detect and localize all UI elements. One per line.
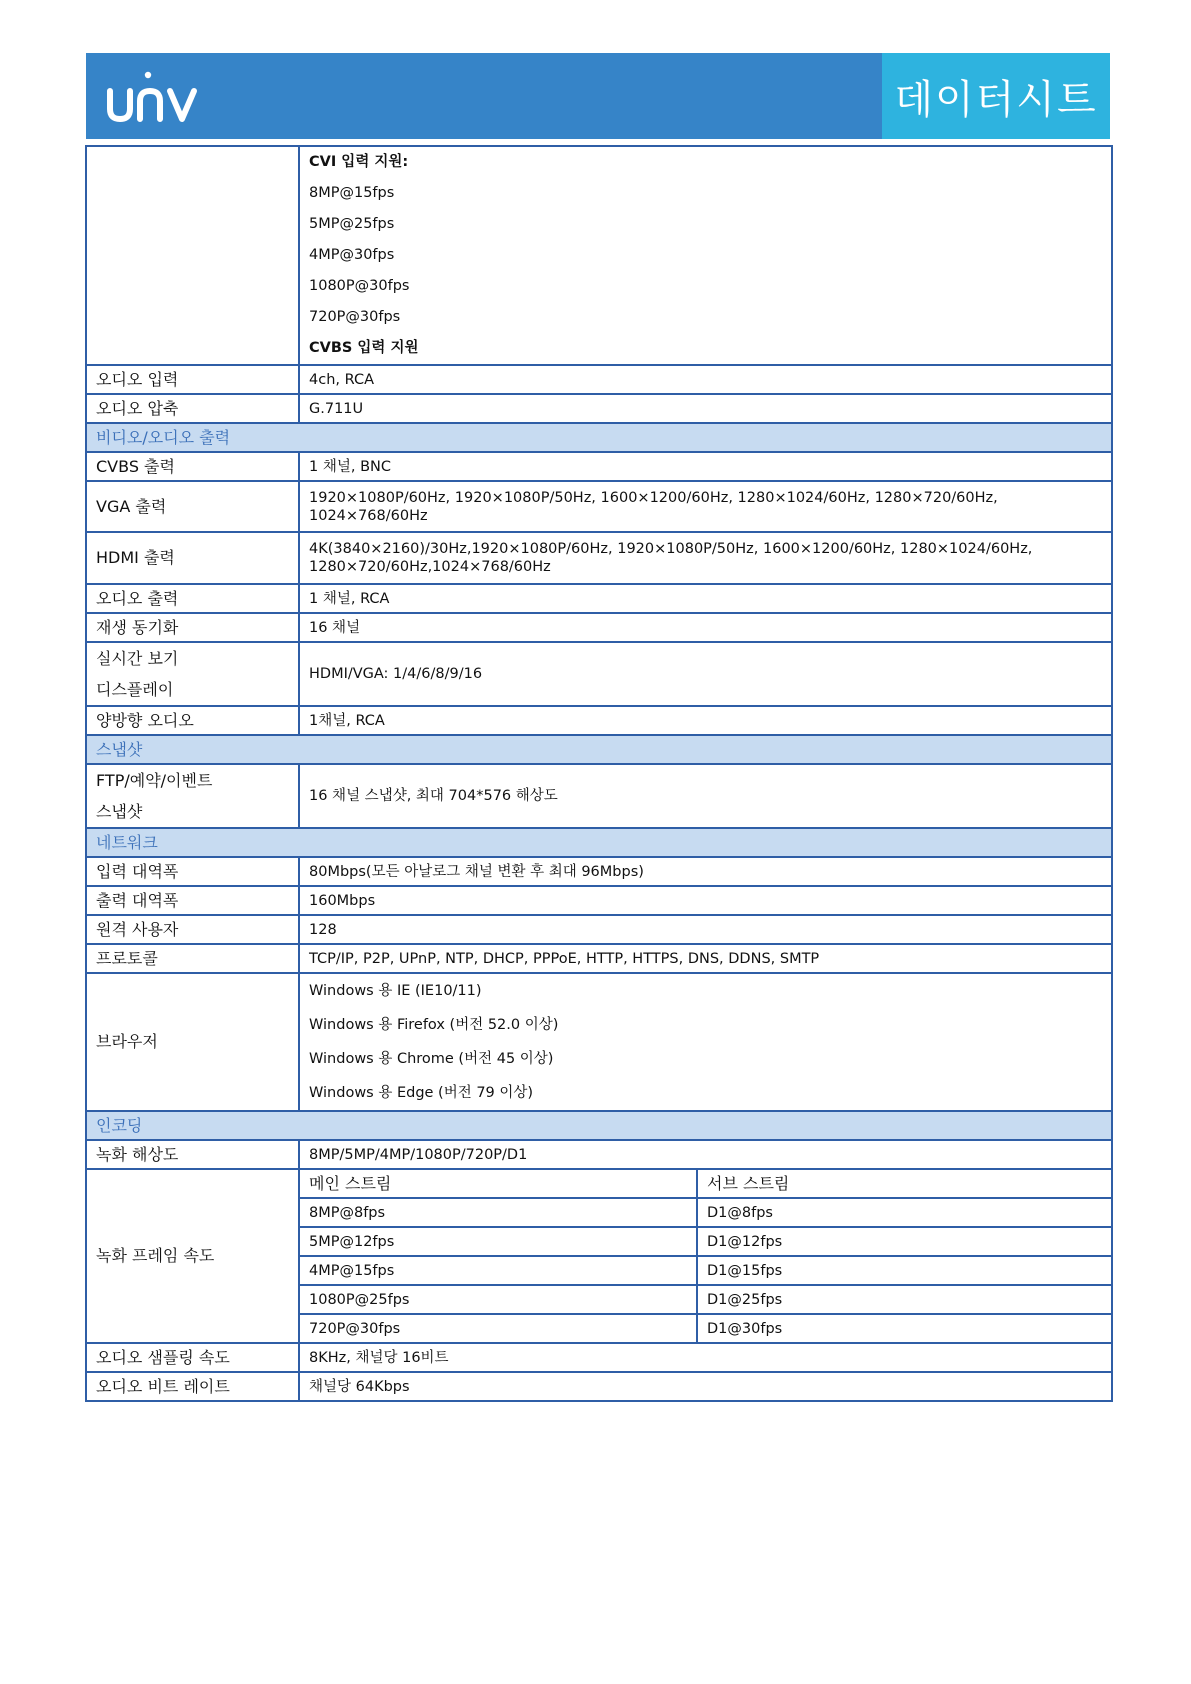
section-header-row (86, 735, 1112, 764)
sub-stream-value: D1@12fps (697, 1227, 1112, 1256)
main-stream-value: 1080P@25fps (299, 1285, 697, 1314)
spec-value: TCP/IP, P2P, UPnP, NTP, DHCP, PPPoE, HTTP, HTTPS, DNS, DDNS, SMTP (299, 944, 1112, 973)
sub-stream-header: 서브 스트림 (697, 1169, 1112, 1198)
spec-label: 오디오 샘플링 속도 (86, 1343, 299, 1372)
sub-stream-value: D1@8fps (697, 1198, 1112, 1227)
browser-list (299, 973, 1112, 1111)
table-row (86, 1372, 1112, 1401)
spec-value: 1 채널, BNC (299, 452, 1112, 481)
spec-label-empty (86, 146, 299, 365)
spec-value: 4ch, RCA (299, 365, 1112, 394)
spec-label (86, 764, 299, 828)
sub-stream-value: D1@15fps (697, 1256, 1112, 1285)
spec-label: HDMI 출력 (86, 532, 299, 584)
spec-value: G.711U (299, 394, 1112, 423)
list-item: 720P@30fps (309, 309, 401, 325)
page-header (86, 53, 1110, 139)
spec-value: 160Mbps (299, 886, 1112, 915)
label-line: FTP/예약/이벤트 (96, 771, 213, 790)
spec-table (85, 145, 1113, 1402)
table-row (86, 886, 1112, 915)
table-row (86, 857, 1112, 886)
spec-value: 128 (299, 915, 1112, 944)
section-header-row (86, 1111, 1112, 1140)
value-line: 1280×720/60Hz,1024×768/60Hz (309, 559, 551, 575)
section-title-network: 네트워크 (86, 828, 1112, 857)
value-line: 1920×1080P/60Hz, 1920×1080P/50Hz, 1600×1200/60Hz, 1280×1024/60Hz, 1280×720/60Hz, (309, 489, 998, 506)
table-row (86, 706, 1112, 735)
spec-label: 양방향 오디오 (86, 706, 299, 735)
spec-value: HDMI/VGA: 1/4/6/8/9/16 (299, 642, 1112, 706)
table-row (86, 764, 1112, 828)
list-item: Windows 용 Chrome (버전 45 이상) (309, 1051, 554, 1067)
table-row (86, 365, 1112, 394)
cvi-title: CVI 입력 지원: (309, 154, 409, 170)
label-line: 실시간 보기 (96, 649, 179, 668)
spec-value: 16 채널 스냅샷, 최대 704*576 해상도 (299, 764, 1112, 828)
spec-value (299, 481, 1112, 532)
spec-value: 8KHz, 채널당 16비트 (299, 1343, 1112, 1372)
spec-label: 오디오 압축 (86, 394, 299, 423)
value-line: 4K(3840×2160)/30Hz,1920×1080P/60Hz, 1920×1080P/50Hz, 1600×1200/60Hz, 1280×1024/60Hz, (309, 541, 1033, 557)
table-row (86, 642, 1112, 706)
spec-label: 녹화 프레임 속도 (86, 1169, 299, 1343)
table-row (86, 1169, 1112, 1198)
spec-value: 1 채널, RCA (299, 584, 1112, 613)
unv-logo-icon (104, 69, 204, 129)
header-title-box (882, 53, 1110, 139)
spec-label: 오디오 출력 (86, 584, 299, 613)
section-title-av-output: 비디오/오디오 출력 (86, 423, 1112, 452)
spec-label: VGA 출력 (86, 481, 299, 532)
main-stream-value: 720P@30fps (299, 1314, 697, 1343)
spec-label: 출력 대역폭 (86, 886, 299, 915)
table-row (86, 915, 1112, 944)
list-item: 4MP@30fps (309, 247, 395, 263)
table-row (86, 613, 1112, 642)
spec-value: 8MP/5MP/4MP/1080P/720P/D1 (299, 1140, 1112, 1169)
spec-label: 프로토콜 (86, 944, 299, 973)
table-row (86, 944, 1112, 973)
table-row (86, 532, 1112, 584)
section-header-row (86, 423, 1112, 452)
spec-value: 16 채널 (299, 613, 1112, 642)
section-title-encoding: 인코딩 (86, 1111, 1112, 1140)
spec-label: 오디오 입력 (86, 365, 299, 394)
main-stream-value: 5MP@12fps (299, 1227, 697, 1256)
list-item: 8MP@15fps (309, 185, 395, 201)
section-header-row (86, 828, 1112, 857)
header-brand-bar (86, 53, 882, 139)
table-row (86, 1343, 1112, 1372)
table-row (86, 584, 1112, 613)
list-item: 1080P@30fps (309, 278, 410, 294)
table-row (86, 452, 1112, 481)
spec-label (86, 642, 299, 706)
spec-label: 재생 동기화 (86, 613, 299, 642)
table-row (86, 481, 1112, 532)
spec-label: 녹화 해상도 (86, 1140, 299, 1169)
list-item: 5MP@25fps (309, 216, 395, 232)
table-row (86, 146, 1112, 365)
spec-label: 원격 사용자 (86, 915, 299, 944)
spec-label: 입력 대역폭 (86, 857, 299, 886)
section-title-snapshot: 스냅샷 (86, 735, 1112, 764)
table-row (86, 1140, 1112, 1169)
list-item: Windows 용 Edge (버전 79 이상) (309, 1085, 534, 1101)
main-stream-value: 4MP@15fps (299, 1256, 697, 1285)
video-input-modes (299, 146, 1112, 365)
label-line: 스냅샷 (96, 802, 143, 821)
list-item: Windows 용 IE (IE10/11) (309, 983, 482, 999)
spec-label: 브라우저 (86, 973, 299, 1111)
sub-stream-value: D1@30fps (697, 1314, 1112, 1343)
spec-label: CVBS 출력 (86, 452, 299, 481)
value-line: 1024×768/60Hz (309, 507, 428, 524)
table-row (86, 394, 1112, 423)
sub-stream-value: D1@25fps (697, 1285, 1112, 1314)
list-item: Windows 용 Firefox (버전 52.0 이상) (309, 1017, 559, 1033)
cvbs-title: CVBS 입력 지원 (309, 340, 419, 356)
spec-value (299, 532, 1112, 584)
spec-value: 80Mbps(모든 아날로그 채널 변환 후 최대 96Mbps) (299, 857, 1112, 886)
label-line: 디스플레이 (96, 680, 174, 699)
spec-label: 오디오 비트 레이트 (86, 1372, 299, 1401)
spec-value: 1채널, RCA (299, 706, 1112, 735)
spec-value: 채널당 64Kbps (299, 1372, 1112, 1401)
table-row (86, 973, 1112, 1111)
document-title: 데이터시트 (894, 76, 1098, 123)
main-stream-header: 메인 스트림 (299, 1169, 697, 1198)
main-stream-value: 8MP@8fps (299, 1198, 697, 1227)
